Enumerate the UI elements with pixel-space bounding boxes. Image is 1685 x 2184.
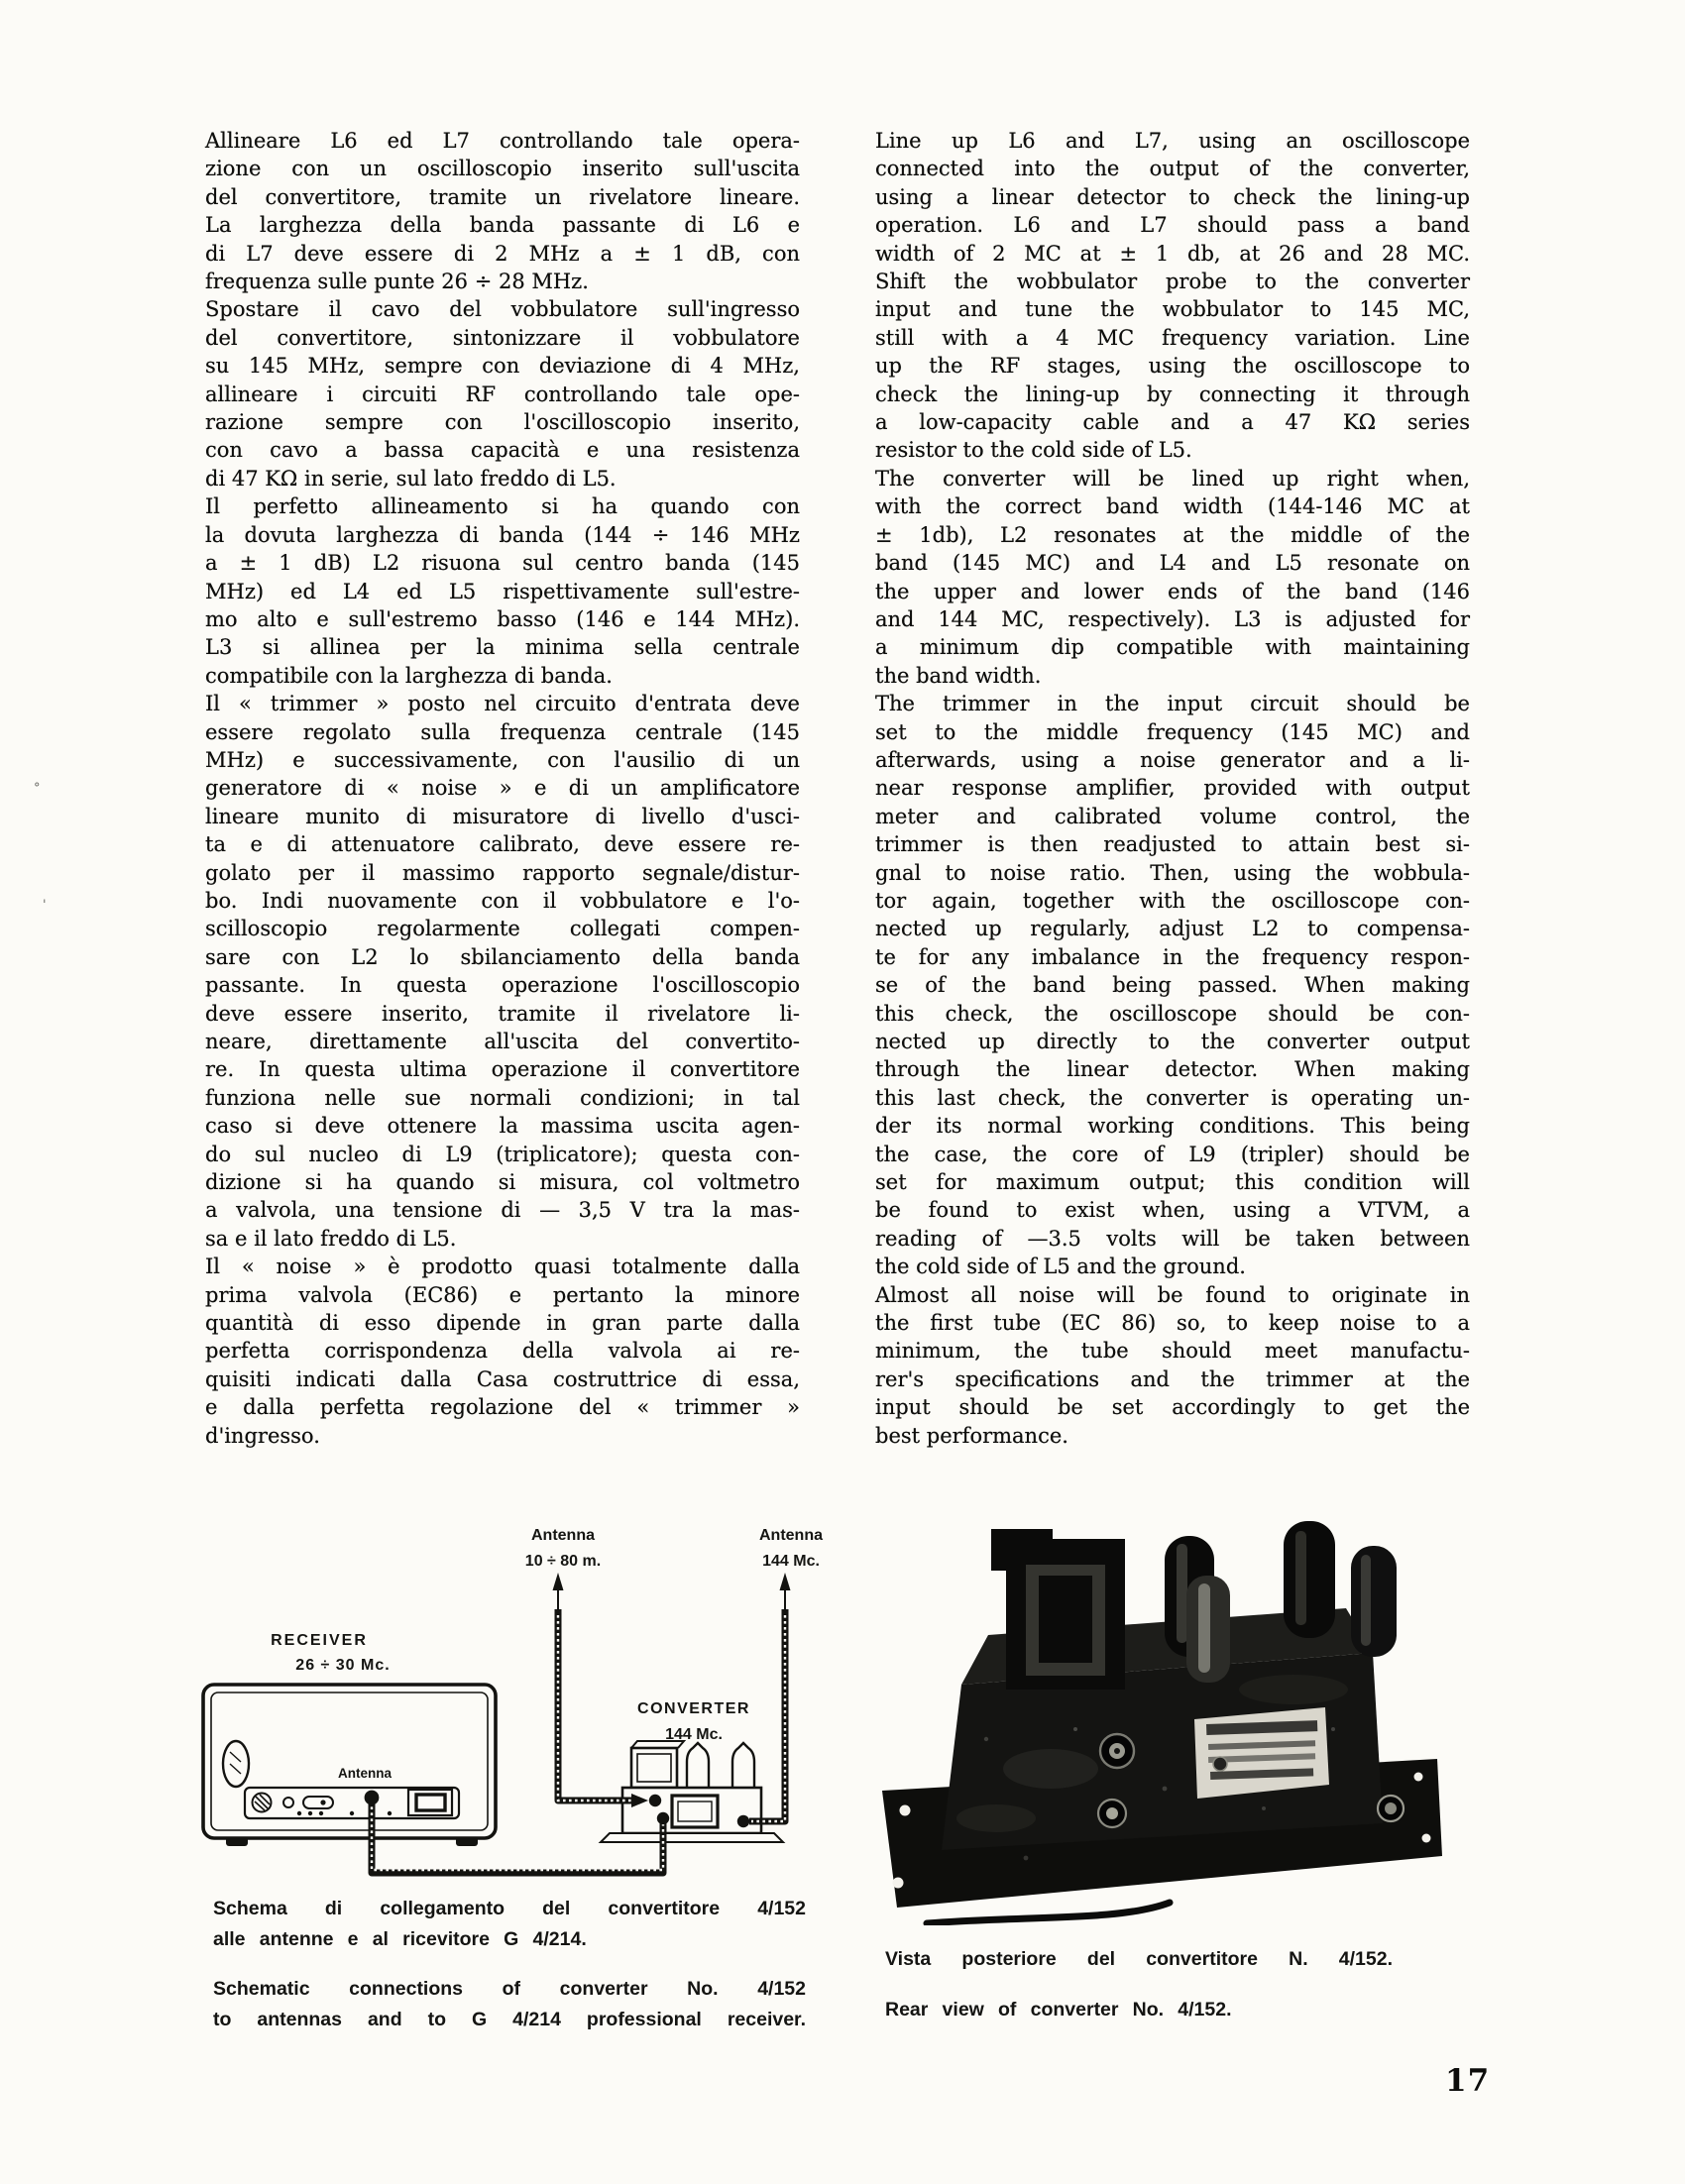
text-line: rer's specifications and the trimmer at the [875, 1366, 1470, 1391]
knob [283, 1798, 293, 1807]
text-line: a valvola, una tensione di — 3,5 V tra la mas- [205, 1198, 800, 1223]
page-number: 17 [1445, 2063, 1491, 2099]
schematic-figure [149, 1514, 842, 1890]
text-line: quantità di esso dipende in gran parte dalla [205, 1311, 800, 1336]
antenna-144-label: Antenna [759, 1527, 823, 1544]
text-line: Almost all noise will be found to originate in [875, 1282, 1470, 1307]
text-line: width of 2 MC at ± 1 db, at 26 and 28 MC. [875, 241, 1470, 266]
knob [253, 1794, 272, 1812]
text-line: passante. In questa operazione l'oscilloscopio [205, 973, 800, 998]
text-line: funziona nelle sue normali condizioni; in tal [205, 1085, 800, 1110]
photo-caption-english [885, 1995, 1393, 2025]
text-line: this last check, the converter is operating un- [875, 1085, 1470, 1110]
text-line: and 144 MC, respectively). L3 is adjusted for [875, 606, 1470, 631]
text-line: Spostare il cavo del vobbulatore sull'ingresso [205, 297, 800, 322]
text-line: gnal to noise ratio. Then, using the wobbula- [875, 860, 1470, 885]
text-line: essere regolato sulla frequenza centrale (145 [205, 719, 800, 744]
text-line: del convertitore, sintonizzare il vobbulatore [205, 325, 800, 350]
text-line: Line up L6 and L7, using an oscilloscope [875, 129, 1470, 153]
text-line: ± 1db), L2 resonates at the middle of the [875, 522, 1470, 547]
mains-socket [408, 1790, 452, 1815]
text-line: Allineare L6 ed L7 controllando tale opera- [205, 129, 800, 153]
photo-tube [1284, 1521, 1335, 1638]
text-line: through the linear detector. When making [875, 1057, 1470, 1082]
text-line: tor again, together with the oscilloscope con- [875, 888, 1470, 913]
text-line: se of the band being passed. When making [875, 973, 1470, 998]
text-line: input and tune the wobbulator to 145 MC, [875, 297, 1470, 322]
antenna-10-80-mast [553, 1573, 641, 1801]
text-line: quisiti indicati dalla Casa costruttrice di essa, [205, 1366, 800, 1391]
converter-tube [732, 1743, 754, 1788]
text-line: nected up directly to the converter output [875, 1030, 1470, 1053]
english-column [875, 127, 1470, 1450]
text-line: e dalla perfetta regolazione del « trimmer » [205, 1395, 800, 1420]
receiver-antenna-jack [365, 1791, 380, 1805]
text-line: the upper and lower ends of the band (146 [875, 579, 1470, 603]
text-line: te for any imbalance in the frequency respon- [875, 944, 1470, 969]
text-line: a low-capacity cable and a 47 KΩ series [875, 410, 1470, 435]
text-line: reading of —3.5 volts will be taken between [875, 1226, 1470, 1251]
text-line: still with a 4 MC frequency variation. Line [875, 325, 1470, 350]
photo-caption-italian [885, 1944, 1393, 1975]
text-line: operation. L6 and L7 should pass a band [875, 213, 1470, 238]
text-line: sare con L2 lo sbilanciamento della banda [205, 944, 800, 969]
text-line: nected up regularly, adjust L2 to compensa- [875, 917, 1470, 941]
text-line: the first tube (EC 86) so, to keep noise to a [875, 1311, 1470, 1336]
text-line: prima valvola (EC86) e pertanto la minore [205, 1282, 800, 1307]
text-line: trimmer is then readjusted to attain best si- [875, 832, 1470, 857]
text-line: mo alto e sull'estremo basso (146 e 144 MHz). [205, 606, 800, 631]
text-line: lineare munito di misuratore di livello d'usci- [205, 804, 800, 828]
text-line: frequenza sulle punte 26 ÷ 28 MHz. [205, 270, 589, 294]
text-line: dizione si ha quando si misura, col voltmetro [205, 1170, 800, 1195]
text-line: the band width. [875, 663, 1042, 688]
text-line: this check, the oscilloscope should be con- [875, 1001, 1470, 1026]
text-line: the case, the core of L9 (tripler) should be [875, 1142, 1470, 1166]
text-line: la dovuta larghezza di banda (144 ÷ 146 MHz [205, 522, 800, 547]
text-line: set to the middle frequency (145 MC) and [875, 719, 1470, 744]
receiver-dial [223, 1741, 249, 1787]
text-line: a minimum dip compatible with maintaining [875, 635, 1470, 660]
text-line: set for maximum output; this condition will [875, 1170, 1470, 1195]
text-line: der its normal working conditions. This being [875, 1114, 1470, 1139]
receiver-antenna-label: Antenna [338, 1766, 392, 1781]
converter-box [601, 1741, 783, 1842]
schematic-caption-italian [213, 1894, 806, 1955]
converter-tube [687, 1743, 709, 1788]
text-line: The trimmer in the input circuit should be [875, 692, 1470, 716]
converter-input-connector [649, 1795, 661, 1806]
text-line: using a linear detector to check the lining-up [875, 184, 1470, 209]
italian-column [205, 127, 800, 1450]
text-line: bo. Indi nuovamente con il vobbulatore e l'o- [205, 888, 800, 913]
text-line: neare, direttamente all'uscita del convertito- [205, 1030, 800, 1053]
caption-line: Vista posteriore del convertitore N. 4/152. [885, 1948, 1393, 1970]
converter-rear-photo [867, 1481, 1452, 1929]
text-line: with the correct band width (144-146 MC at [875, 494, 1470, 519]
photo-drawing [867, 1481, 1452, 1925]
converter-base [601, 1833, 783, 1842]
text-line: connected into the output of the converter, [875, 157, 1470, 181]
text-line: band (145 MC) and L4 and L5 resonate on [875, 551, 1470, 576]
caption-line: Rear view of converter No. 4/152. [885, 1999, 1232, 2020]
text-line: La larghezza della banda passante di L6 e [205, 213, 800, 238]
text-line: sa e il lato freddo di L5. [205, 1226, 457, 1251]
schematic-caption-english [213, 1974, 806, 2035]
text-line: di 47 KΩ in serie, sul lato freddo di L5. [205, 466, 617, 491]
text-line: golato per il massimo rapporto segnale/distur- [205, 860, 800, 885]
text-line: MHz) e successivamente, con l'ausilio di un [205, 747, 800, 772]
antenna-10-80-range: 10 ÷ 80 m. [524, 1553, 602, 1570]
caption-line: Schema di collegamento del convertitore 4/152 [213, 1898, 806, 1919]
converter-144-connector [737, 1815, 749, 1827]
text-line: meter and calibrated volume control, the [875, 804, 1470, 828]
text-line: su 145 MHz, sempre con deviazione di 4 MHz, [205, 354, 800, 379]
antenna-10-80-label: Antenna [531, 1527, 595, 1544]
text-line: resistor to the cold side of L5. [875, 438, 1192, 463]
caption-line: alle antenne e al ricevitore G 4/214. [213, 1928, 587, 1950]
text-line: Il « trimmer » posto nel circuito d'entrata deve [205, 692, 800, 716]
text-line: near response amplifier, provided with output [875, 776, 1470, 801]
text-line: L3 si allinea per la minima sella centrale [205, 635, 800, 660]
converter-freq-label: 144 Mc. [665, 1726, 723, 1743]
text-line: deve essere inserito, tramite il rivelatore li- [205, 1001, 800, 1026]
converter-label: CONVERTER [637, 1700, 750, 1717]
text-line: best performance. [875, 1423, 1068, 1448]
text-line: MHz) ed L4 ed L5 rispettivamente sull'estre- [205, 579, 800, 603]
text-line: re. In questa ultima operazione il convertitore [205, 1057, 800, 1082]
photo-power-cord [927, 1903, 1170, 1923]
receiver-freq-label: 26 ÷ 30 Mc. [295, 1657, 391, 1674]
text-line: razione sempre con l'oscilloscopio inserito, [205, 410, 800, 435]
text-line: check the lining-up by connecting it through [875, 382, 1470, 406]
toggle-switch [303, 1797, 333, 1808]
text-line: compatibile con la larghezza di banda. [205, 663, 613, 688]
text-line: del convertitore, tramite un rivelatore lineare. [205, 184, 800, 209]
antenna-144-freq: 144 Mc. [762, 1553, 820, 1570]
text-line: perfetta corrispondenza della valvola ai re- [205, 1339, 800, 1364]
text-line: generatore di « noise » e di un amplificatore [205, 776, 800, 801]
scan-speck: ° [34, 781, 41, 796]
photo-tube [1351, 1546, 1397, 1657]
text-line: be found to exist when, using a VTVM, a [875, 1198, 1470, 1223]
text-line: do sul nucleo di L9 (triplicatore); questa con- [205, 1142, 800, 1166]
antenna-144-mast [749, 1573, 791, 1821]
scan-speck: ' [43, 898, 47, 913]
converter-output-connector [657, 1812, 669, 1824]
text-line: minimum, the tube should meet manufactu- [875, 1339, 1470, 1364]
text-line: ta e di attenuatore calibrato, deve essere re- [205, 832, 800, 857]
schematic-drawing [149, 1514, 842, 1886]
text-line: a ± 1 dB) L2 risuona sul centro banda (145 [205, 551, 800, 576]
text-line: Shift the wobbulator probe to the converter [875, 270, 1470, 294]
text-line: input should be set accordingly to get the [875, 1395, 1470, 1420]
text-line: di L7 deve essere di 2 MHz a ± 1 dB, con [205, 241, 800, 266]
text-line: afterwards, using a noise generator and a li- [875, 747, 1470, 772]
receiver-label: RECEIVER [271, 1632, 368, 1649]
text-line: scilloscopio regolarmente collegati compen- [205, 917, 800, 941]
text-line: Il « noise » è prodotto quasi totalmente dalla [205, 1255, 800, 1279]
text-line: Il perfetto allineamento si ha quando con [205, 494, 800, 519]
text-line: d'ingresso. [205, 1423, 320, 1448]
caption-line: to antennas and to G 4/214 professional receiver. [213, 2009, 806, 2030]
caption-line: Schematic connections of converter No. 4/152 [213, 1978, 806, 2000]
text-line: zione con un oscilloscopio inserito sull'uscita [205, 157, 800, 181]
text-line: allineare i circuiti RF controllando tale ope- [205, 382, 800, 406]
text-line: up the RF stages, using the oscilloscope to [875, 354, 1470, 379]
text-line: the cold side of L5 and the ground. [875, 1255, 1246, 1279]
text-line: con cavo a bassa capacità e una resistenza [205, 438, 800, 463]
text-line: caso si deve ottenere la massima uscita agen- [205, 1114, 800, 1139]
text-line: The converter will be lined up right when, [875, 466, 1470, 491]
receiver-box [203, 1685, 496, 1846]
